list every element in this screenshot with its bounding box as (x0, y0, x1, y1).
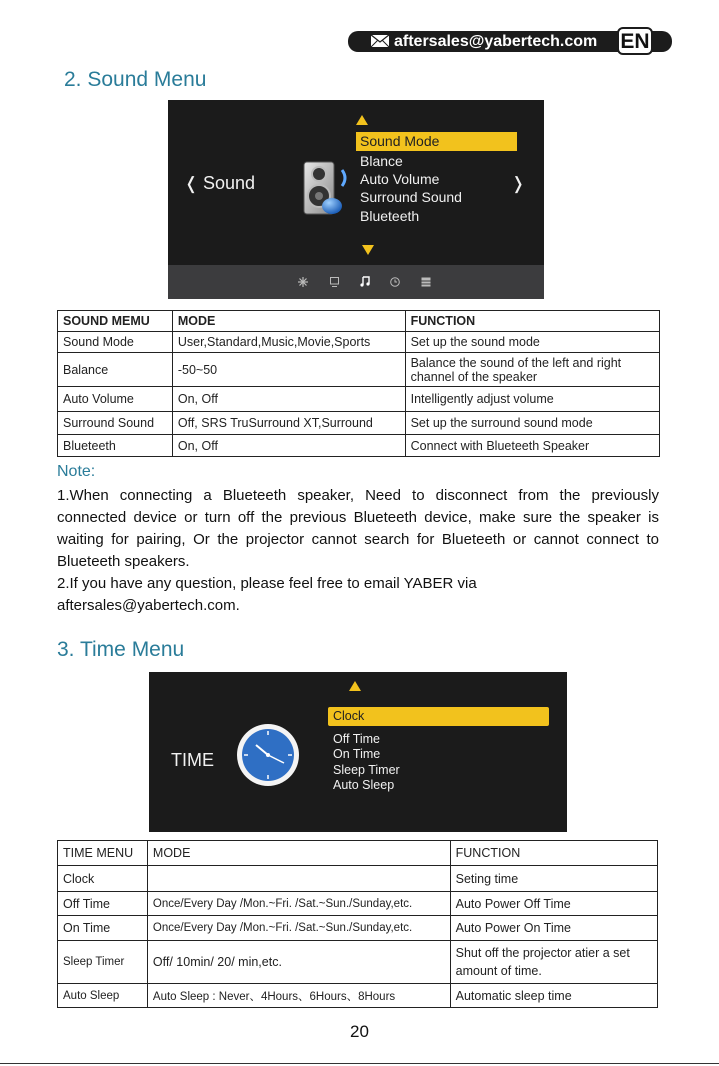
table-row (58, 412, 660, 435)
table-cell: Auto Volume (58, 387, 173, 412)
table-header-row (58, 311, 660, 332)
table-cell: Sleep Timer (58, 941, 148, 984)
table-cell: On, Off (172, 387, 405, 412)
sound-screen-label: Sound (203, 173, 256, 193)
time-menu-item-off-time[interactable]: Off Time (333, 732, 381, 746)
table-cell: Sound Mode (58, 332, 173, 353)
clock-face-icon (236, 723, 300, 787)
table-cell: On, Off (172, 435, 405, 457)
music-note-icon[interactable] (360, 276, 370, 287)
scroll-up-icon (349, 681, 361, 691)
sound-menu-item-balance[interactable]: Blance (360, 153, 403, 169)
table-cell: Set up the sound mode (405, 332, 659, 353)
table-cell: Intelligently adjust volume (405, 387, 659, 412)
footer-divider (0, 1063, 719, 1064)
table-cell: User,Standard,Music,Movie,Sports (172, 332, 405, 353)
table-cell: Auto Sleep (58, 984, 148, 1008)
settings-icon[interactable] (298, 277, 308, 287)
table-row (58, 435, 660, 457)
picture-icon[interactable] (330, 277, 339, 287)
table-cell: Off, SRS TruSurround XT,Surround (172, 412, 405, 435)
table-header-cell: FUNCTION (450, 841, 657, 866)
left-arrow-icon: ❬ (184, 174, 199, 193)
sound-menu-item-sound-mode[interactable]: Sound Mode (356, 132, 517, 151)
time-menu-item-auto-sleep[interactable]: Auto Sleep (333, 778, 395, 792)
table-cell: Auto Power Off Time (450, 892, 657, 916)
note-title: Note: (57, 463, 96, 480)
scroll-up-icon (356, 115, 368, 125)
page-number: 20 (350, 1022, 369, 1041)
note-paragraph-1: 1.When connecting a Blueteeth speaker, Need to disconnect from the previously connected device or turn off the previous Blueteeth device, make sure the speaker is waiting for pairing, Or the projector cannot search for Blueteeth or cannot connect to Blueteeth speakers. (57, 487, 659, 570)
table-header-cell: MODE (172, 311, 405, 332)
time-menu-item-sleep-timer[interactable]: Sleep Timer (333, 763, 400, 777)
sound-section-title: 2. Sound Menu (64, 68, 207, 91)
table-row (58, 866, 658, 892)
table-cell: Surround Sound (58, 412, 173, 435)
table-cell: Off Time (58, 892, 148, 916)
time-screen-label: TIME (171, 750, 214, 770)
table-row (58, 387, 660, 412)
sound-menu-item-auto-volume[interactable]: Auto Volume (360, 171, 440, 187)
table-cell: Balance (58, 353, 173, 387)
time-menu-item-clock[interactable]: Clock (328, 707, 549, 726)
table-row (58, 916, 658, 941)
sound-menu-item-surround-sound[interactable]: Surround Sound (360, 189, 462, 205)
sound-menu-item-bluetooth[interactable]: Blueteeth (360, 208, 420, 224)
table-cell: Off/ 10min/ 20/ min,etc. (147, 941, 450, 984)
table-cell: Auto Power On Time (450, 916, 657, 941)
table-cell: Blueteeth (58, 435, 173, 457)
table-row (58, 941, 658, 984)
header-email[interactable]: aftersales@yabertech.com (394, 33, 598, 50)
table-header-cell: FUNCTION (405, 311, 659, 332)
time-section-title: 3. Time Menu (57, 638, 185, 661)
table-cell: Once/Every Day /Mon.~Fri. /Sat.~Sun./Sunday,etc. (147, 892, 450, 916)
table-cell: Balance the sound of the left and right channel of the speaker (405, 353, 659, 387)
table-cell: Once/Every Day /Mon.~Fri. /Sat.~Sun./Sunday,etc. (147, 916, 450, 941)
grid-icon[interactable] (421, 277, 431, 287)
table-header-row (58, 841, 658, 866)
table-cell: -50~50 (172, 353, 405, 387)
table-cell: Shut off the projector atier a set amount of time. (450, 941, 657, 984)
language-badge: EN (617, 27, 653, 55)
note-paragraph-2: 2.If you have any question, please feel free to email YABER via aftersales@yabertech.com. (57, 575, 477, 614)
table-header-cell: TIME MENU (58, 841, 148, 866)
table-row (58, 892, 658, 916)
right-arrow-icon: ❭ (511, 174, 526, 193)
table-cell: Auto Sleep : Never、4Hours、6Hours、8Hours (147, 984, 450, 1008)
table-cell: Clock (58, 866, 148, 892)
time-menu-item-on-time[interactable]: On Time (333, 747, 381, 761)
table-row (58, 353, 660, 387)
table-cell: Automatic sleep time (450, 984, 657, 1008)
clock-icon[interactable] (390, 277, 400, 287)
table-cell: On Time (58, 916, 148, 941)
table-row (58, 332, 660, 353)
table-row (58, 984, 658, 1008)
table-header-cell: SOUND MEMU (58, 311, 173, 332)
table-cell: Connect with Blueteeth Speaker (405, 435, 659, 457)
table-header-cell: MODE (147, 841, 450, 866)
table-cell (147, 866, 450, 892)
scroll-down-icon (362, 245, 374, 255)
sound-menu-table (57, 310, 660, 457)
table-cell: Set up the surround sound mode (405, 412, 659, 435)
table-cell: Seting time (450, 866, 657, 892)
sound-menu-bottom-bar (168, 265, 544, 299)
time-menu-table (57, 840, 658, 1008)
speaker-icon (298, 158, 354, 220)
mail-icon (370, 34, 390, 48)
